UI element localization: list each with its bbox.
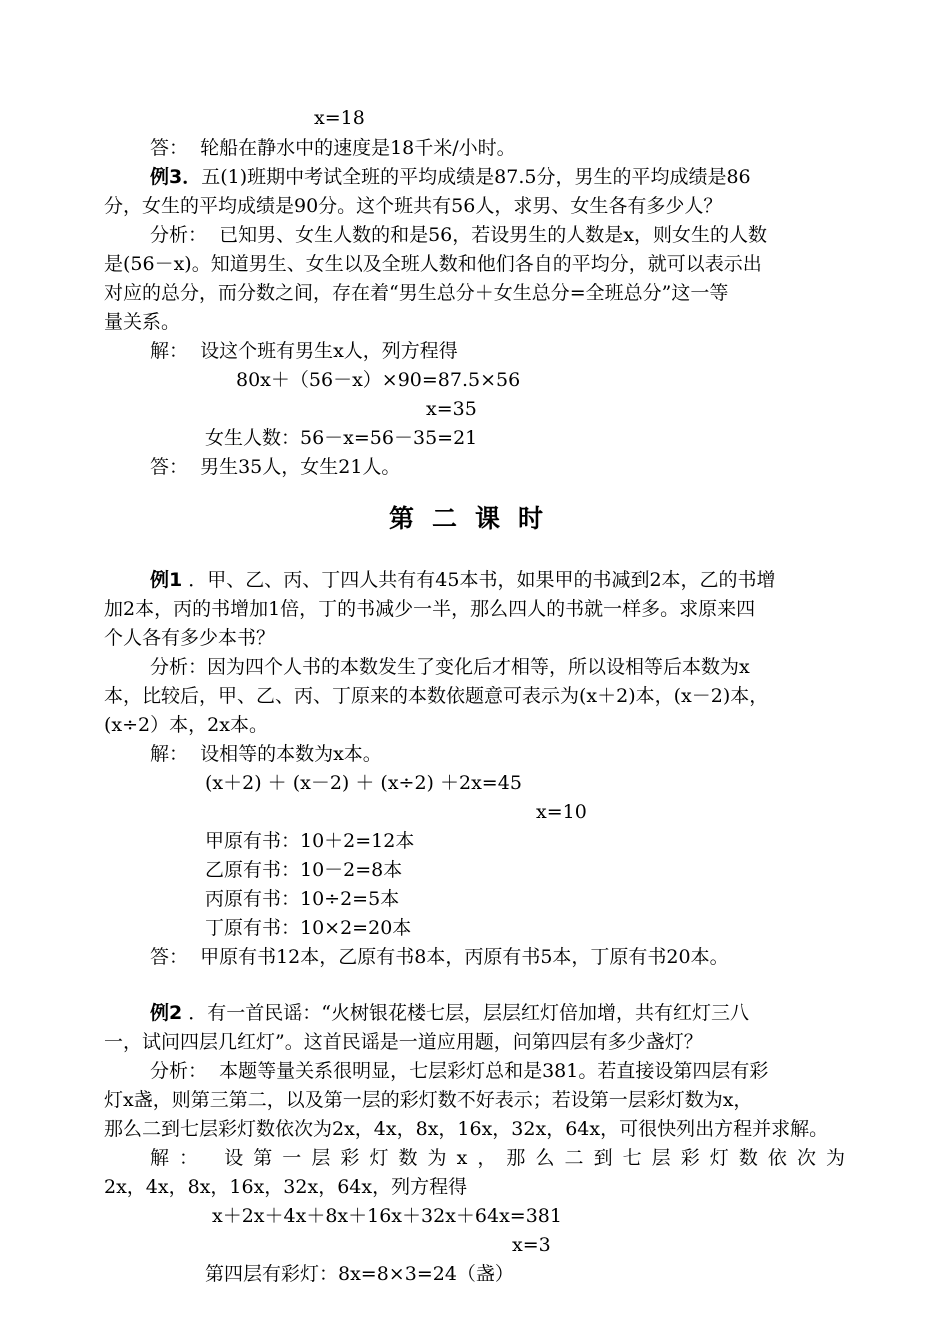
solution-line: 解： 设这个班有男生x人，列方程得 bbox=[150, 340, 458, 362]
analysis-line: 那么二到七层彩灯数依次为2x，4x，8x，16x，32x，64x，可很快列出方程并求解。 bbox=[104, 1118, 829, 1140]
problem-line: 一，试问四层几红灯”。这首民谣是一道应用题，问第四层有多少盏灯？ bbox=[104, 1031, 703, 1053]
equation-line: (x＋2) ＋ (x－2) ＋ (x÷2) ＋2x=45 bbox=[205, 772, 522, 794]
analysis-line: (x÷2）本，2x本。 bbox=[104, 714, 268, 736]
analysis-line: 量关系。 bbox=[104, 311, 181, 333]
example-label: 例1 bbox=[150, 569, 183, 591]
answer-line: 答： 轮船在静水中的速度是18千米/小时。 bbox=[150, 137, 516, 159]
analysis-line: 对应的总分，而分数之间，存在着“男生总分＋女生总分=全班总分”这一等 bbox=[104, 282, 729, 304]
equation-line: x＋2x＋4x＋8x＋16x＋32x＋64x=381 bbox=[212, 1205, 562, 1227]
solution-line: 丁原有书：10×2=20本 bbox=[205, 917, 412, 939]
answer-line: 答： 男生35人，女生21人。 bbox=[150, 456, 401, 478]
equation-result: x=3 bbox=[512, 1234, 551, 1256]
example-label: 例2 bbox=[150, 1002, 183, 1024]
solution-line: 解： 设第一层彩灯数为x，那么二到七层彩灯数依次为 bbox=[150, 1147, 845, 1169]
solution-line: 解： 设相等的本数为x本。 bbox=[150, 743, 382, 765]
solution-line: 第四层有彩灯：8x=8×3=24（盏） bbox=[205, 1263, 514, 1285]
example-2-line bbox=[150, 999, 749, 1027]
example-label: 例3． bbox=[150, 166, 202, 188]
problem-text: 五(1)班期中考试全班的平均成绩是87.5分，男生的平均成绩是86 bbox=[201, 166, 751, 188]
solution-line: 2x，4x，8x，16x，32x，64x，列方程得 bbox=[104, 1176, 468, 1198]
answer-line: 答： 甲原有书12本，乙原有书8本，丙原有书5本，丁原有书20本。 bbox=[150, 946, 729, 968]
problem-text: ．甲、乙、丙、丁四人共有有45本书，如果甲的书减到2本，乙的书增 bbox=[182, 569, 776, 591]
example-1-line bbox=[150, 566, 776, 594]
analysis-line: 是(56－x)。知道男生、女生以及全班人数和他们各自的平均分，就可以表示出 bbox=[104, 253, 762, 275]
equation-result: x=35 bbox=[426, 398, 477, 420]
analysis-line: 本，比较后，甲、乙、丙、丁原来的本数依题意可表示为(x＋2)本，(x－2)本， bbox=[104, 685, 769, 707]
equation-line: 80x＋（56－x）×90=87.5×56 bbox=[236, 369, 521, 391]
problem-text: ．有一首民谣：“火树银花楼七层，层层红灯倍加增，共有红灯三八 bbox=[182, 1002, 749, 1024]
problem-line: 个人各有多少本书？ bbox=[104, 627, 276, 649]
solution-line: x=18 bbox=[314, 107, 365, 129]
problem-line: 加2本，丙的书增加1倍，丁的书减少一半，那么四人的书就一样多。求原来四 bbox=[104, 598, 756, 620]
solution-line: 女生人数：56－x=56－35=21 bbox=[205, 427, 478, 449]
solution-line: 甲原有书：10＋2=12本 bbox=[205, 830, 415, 852]
solution-line: 乙原有书：10－2=8本 bbox=[205, 859, 403, 881]
problem-line: 分，女生的平均成绩是90分。这个班共有56人，求男、女生各有多少人？ bbox=[104, 195, 723, 217]
analysis-line: 灯x盏，则第三第二，以及第一层的彩灯数不好表示；若设第一层彩灯数为x， bbox=[104, 1089, 753, 1111]
analysis-line: 分析： 本题等量关系很明显，七层彩灯总和是381。若直接设第四层有彩 bbox=[150, 1060, 769, 1082]
analysis-line: 分析： 已知男、女生人数的和是56，若设男生的人数是x，则女生的人数 bbox=[150, 224, 767, 246]
solution-line: 丙原有书：10÷2=5本 bbox=[205, 888, 400, 910]
analysis-line: 分析：因为四个人书的本数发生了变化后才相等，所以设相等后本数为x bbox=[150, 656, 750, 678]
section-title: 第二课时 bbox=[388, 504, 561, 533]
example-3-line bbox=[150, 163, 751, 191]
equation-result: x=10 bbox=[536, 801, 587, 823]
